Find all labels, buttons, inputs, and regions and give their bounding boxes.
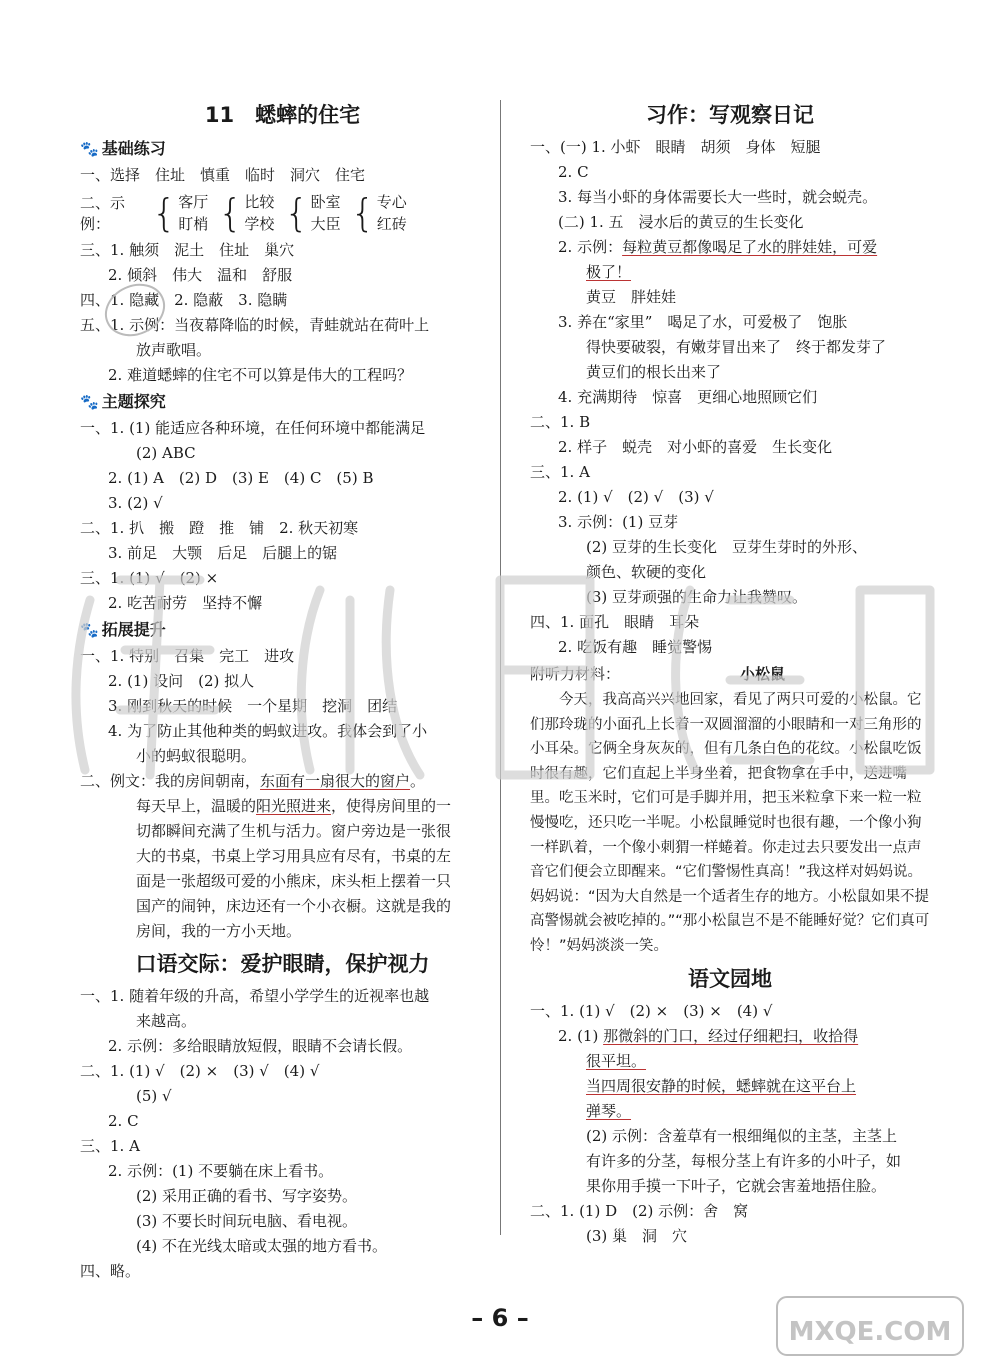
answer-line: 放声歌唱。 [136,341,212,359]
answer-line: 2. C [108,1112,139,1130]
answer-line: 三、1. A [530,463,590,481]
paw-icon: 🐾 [80,621,99,639]
stamp-watermark [100,280,170,340]
listening-material-header: 附听力材料： 小松鼠 [530,665,786,683]
lesson-title: 11 蟋蟀的住宅 [204,103,361,127]
answer-line: 2. C [558,163,589,181]
answer-line: 四、1. 隐藏 2. 隐蔽 3. 隐瞒 [80,291,288,309]
answer-line: 3. 每当小虾的身体需要长大一些时，就会蜕壳。 [558,188,878,206]
answer-line: 2. (1) A (2) D (3) E (4) C (5) B [108,469,374,487]
answer-line: 二、1. B [530,413,591,431]
word-pairs-label: 二、示例： [80,194,126,233]
answer-line: (3) 豆芽顽强的生命力让我赞叹。 [586,588,808,606]
writing-title: 习作：写观察日记 [646,103,814,127]
answer-line: 3. 养在“家里” 喝足了水，可爱极了 饱胀 [558,313,848,331]
answer-line: 二、1. 扒 搬 蹬 推 铺 2. 秋天初寒 [80,519,359,537]
answer-line: (4) 不在光线太暗或太强的地方看书。 [136,1237,388,1255]
essay-line: 切都瞬间充满了生机与活力。窗户旁边是一张很 [136,822,452,840]
answer-line: 当四周很安静的时候，蟋蟀就在这平台上 [586,1076,857,1095]
answer-line: 来越高。 [136,1012,197,1030]
answer-line: 三、1. (1) √ (2) × [80,569,219,587]
answer-line: (2) 豆芽的生长变化 豆芽生芽时的外形、 [586,538,868,556]
answer-line: 极了！ [586,263,632,281]
answer-line: (3) 不要长时间玩电脑、看电视。 [136,1212,358,1230]
answer-line: 3. 刚到秋天的时候 一个星期 挖洞 团结 [108,697,398,715]
answer-line: 2. 难道蟋蟀的住宅不可以算是伟大的工程吗？ [108,366,413,384]
section-basic-practice: 🐾 基础练习 [80,139,166,158]
section-theme-explore: 🐾 主题探究 [80,392,166,411]
answer-line: 2. 示例：(1) 不要躺在床上看书。 [108,1162,334,1180]
answer-line: (二) 1. 五 浸水后的黄豆的生长变化 [558,213,804,231]
answer-line: (2) 采用正确的看书、写字姿势。 [136,1187,358,1205]
word-pair-group: { 卧室 大臣 [284,191,341,235]
answer-line: 五、1. 示例：当夜幕降临的时候，青蛙就站在荷叶上 [80,316,430,334]
answer-line: 3. 前足 大颚 后足 后腿上的锯 [108,544,338,562]
answer-line: 得快要破裂，有嫩芽冒出来了 终于都发芽了 [586,338,887,356]
answer-line: 弹琴。 [586,1101,632,1120]
word-pair-group: { 比较 学校 [218,191,275,235]
word-pair-group: { 专心 红砖 [350,191,407,235]
svg-text:MXQE.COM: MXQE.COM [788,1317,952,1347]
answer-line: 2. 吃苦耐劳 坚持不懈 [108,594,263,612]
answer-line: 一、1. (1) √ (2) × (3) × (4) √ [530,1001,773,1020]
answer-line: 4. 为了防止其他种类的蚂蚁进攻。我体会到了小 [108,722,428,740]
answer-line: 二、1. (1) D (2) 示例：舍 窝 [530,1201,749,1220]
answer-line: 有许多的分茎，每根分茎上有许多的小叶子，如 [586,1151,902,1170]
answer-line: 颜色、软硬的变化 [586,563,707,581]
essay-line: 房间，我的一方小天地。 [136,922,302,940]
essay-line: 大的书桌，书桌上学习用具应有尽有，书桌的左 [136,847,452,865]
answer-line: 一、1. (1) 能适应各种环境，在任何环境中都能满足 [80,419,426,437]
answer-line: 2. 示例：每粒黄豆都像喝足了水的胖娃娃，可爱 [558,238,878,256]
paw-icon: 🐾 [80,393,99,411]
answer-line: (2) ABC [136,444,196,462]
site-logo-watermark [775,1295,965,1357]
word-pair-group: { 客厅 盯梢 [152,191,209,235]
answer-line: 2. (1) 设问 (2) 拟人 [108,672,255,690]
answer-line: 三、1. 触须 泥土 住址 巢穴 [80,241,295,259]
answer-line: 一、1. 随着年级的升高，希望小学学生的近视率也越 [80,987,430,1005]
answer-line: 果你用手摸一下叶子，它就会害羞地捂住脸。 [586,1176,887,1195]
answer-line: 黄豆们的根长出来了 [586,363,722,381]
answer-line: 很平坦。 [586,1051,647,1070]
answer-line: 一、选择 住址 慎重 临时 洞穴 住宅 [80,166,366,184]
answer-line: 2. (1) √ (2) √ (3) √ [558,488,714,506]
oral-title: 口语交际：爱护眼睛，保护视力 [135,952,430,976]
answer-line: 2. 示例：多给眼睛放短假，眼睛不会请长假。 [108,1037,413,1055]
answer-line: 小的蚂蚁很聪明。 [136,747,257,765]
answer-line: 四、略。 [80,1262,141,1280]
answer-line: 一、(一) 1. 小虾 眼睛 胡须 身体 短腿 [530,138,821,156]
essay-line: 二、例文：我的房间朝南，东面有一扇很大的窗户。 [80,772,426,790]
answer-line: 2. 吃饭有趣 睡觉警惕 [558,638,713,656]
answer-line: 2. 样子 蜕壳 对小虾的喜爱 生长变化 [558,438,833,456]
word-pairs [80,188,485,238]
answer-line: 一、1. 特别 召集 完工 进攻 [80,647,295,665]
essay-line: 面是一张超级可爱的小熊床，床头柜上摆着一只 [136,872,452,890]
section-extension: 🐾 拓展提升 [80,620,166,639]
answer-line: 四、1. 面孔 眼睛 耳朵 [530,613,700,631]
answer-line: 二、1. (1) √ (2) × (3) √ (4) √ [80,1062,320,1080]
answer-line: (3) 巢 洞 穴 [586,1226,688,1245]
answer-line: (2) 示例：含羞草有一根细绳似的主茎，主茎上 [586,1126,898,1145]
page-number: – 6 – [471,1304,529,1332]
answer-line: 三、1. A [80,1137,140,1155]
passage-title: 小松鼠 [740,665,786,683]
answer-line: 4. 充满期待 惊喜 更细心地照顾它们 [558,388,818,406]
garden-title: 语文园地 [688,966,772,991]
listening-passage: 今天，我高高兴兴地回家，看见了两只可爱的小松鼠。它们那玲珑的小面孔上长着一双圆溜溜的小眼睛和一对三角形的小耳朵。它俩全身灰灰的，但有几条白色的花纹。小松鼠吃饭时很有趣，它们直起上半身坐着，把食物拿在手中，送进嘴里。吃玉米时，它们可是手脚并用，把玉米粒拿下来一粒一粒慢慢吃，还只吃一半呢。小松鼠睡觉时也很有趣，一个像小狗一样趴着，一个像小刺猬一样蜷着。你走过去只要发出一点声音它们便会立即醒来。“它们警惕性真高！”我这样对妈妈说。妈妈说：“因为大自然是一个适者生存的地方。小松鼠如果不提高警惕就会被吃掉的。”“那小松鼠岂不是不能睡好觉？它们真可怜！”妈妈淡淡一笑。 [530,692,930,954]
essay-line: 每天早上，温暖的阳光照进来，使得房间里的一 [136,797,452,815]
essay-line: 国产的闹钟，床边还有一个小衣橱。这就是我的 [136,897,452,915]
answer-line: 3. (2) √ [108,494,163,512]
paw-icon: 🐾 [80,140,99,158]
answer-line: 3. 示例：(1) 豆芽 [558,513,679,531]
answer-line: 2. (1) 那微斜的门口，经过仔细耙扫，收拾得 [558,1026,859,1045]
brand-watermark [30,560,990,800]
answer-line: (5) √ [136,1087,172,1105]
answer-line: 2. 倾斜 伟大 温和 舒服 [108,266,293,284]
answer-line: 黄豆 胖娃娃 [586,288,677,306]
